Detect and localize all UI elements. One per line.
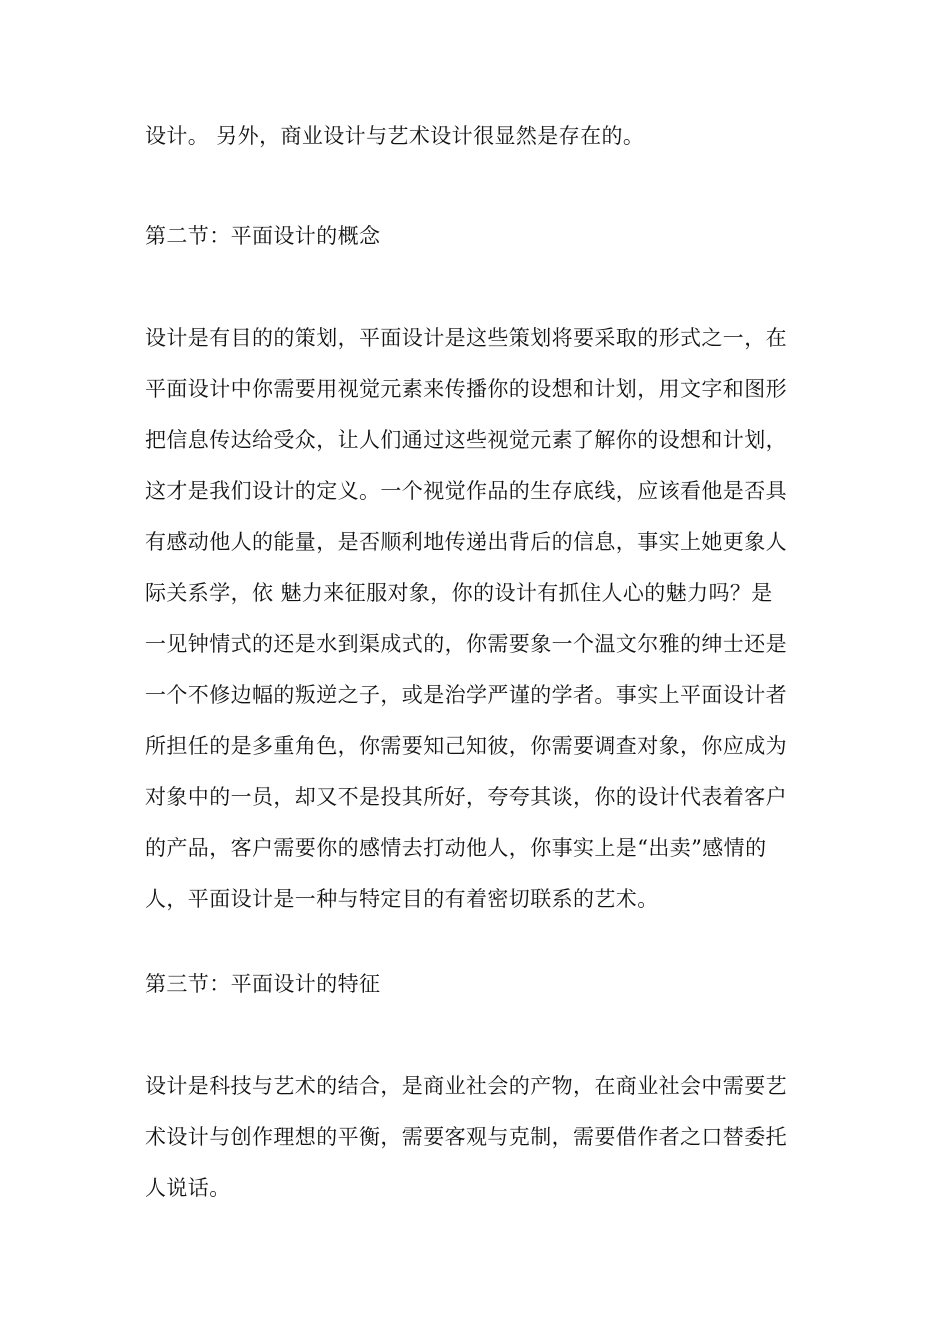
paragraph-line: 设计是科技与艺术的结合，是商业社会的产物，在商业社会中需要艺: [145, 1074, 787, 1098]
section-2-heading: [145, 211, 815, 262]
paragraph-line: 设计是有目的的策划，平面设计是这些策划将要采取的形式之一，在: [145, 326, 787, 350]
paragraph-line: 人，平面设计是一种与特定目的有着密切联系的艺术。: [145, 887, 659, 911]
paragraph-line: 的产品，客户需要你的感情去打动他人，你事实上是“出卖”感情的: [145, 836, 767, 860]
section-heading-text: 第三节：平面设计的特征: [145, 972, 381, 996]
paragraph-line: 把信息传达给受众，让人们通过这些视觉元素了解你的设想和计划，: [145, 428, 787, 452]
section-3-heading: [145, 959, 815, 1010]
section-2-paragraph: [145, 313, 815, 925]
section-3-paragraph: [145, 1061, 815, 1214]
paragraph-line: 一见钟情式的还是水到渠成式的，你需要象一个温文尔雅的绅士还是: [145, 632, 787, 656]
paragraph-line: 术设计与创作理想的平衡，需要客观与克制，需要借作者之口替委托: [145, 1125, 787, 1149]
paragraph-line: 有感动他人的能量，是否顺利地传递出背后的信息，事实上她更象人: [145, 530, 787, 554]
paragraph-line: 设计。 另外，商业设计与艺术设计很显然是存在的。: [145, 124, 645, 148]
paragraph-line: 所担任的是多重角色，你需要知己知彼，你需要调查对象，你应成为: [145, 734, 787, 758]
intro-paragraph: [145, 111, 815, 162]
paragraph-line: 际关系学，依 魅力来征服对象，你的设计有抓住人心的魅力吗？是: [145, 581, 773, 605]
paragraph-line: 一个不修边幅的叛逆之子，或是治学严谨的学者。事实上平面设计者: [145, 683, 787, 707]
section-heading-text: 第二节：平面设计的概念: [145, 224, 381, 248]
paragraph-line: 平面设计中你需要用视觉元素来传播你的设想和计划，用文字和图形: [145, 377, 787, 401]
paragraph-line: 对象中的一员，却又不是投其所好，夸夸其谈，你的设计代表着客户: [145, 785, 787, 809]
paragraph-line: 人说话。: [145, 1176, 231, 1200]
paragraph-line: 这才是我们设计的定义。一个视觉作品的生存底线，应该看他是否具: [145, 479, 787, 503]
